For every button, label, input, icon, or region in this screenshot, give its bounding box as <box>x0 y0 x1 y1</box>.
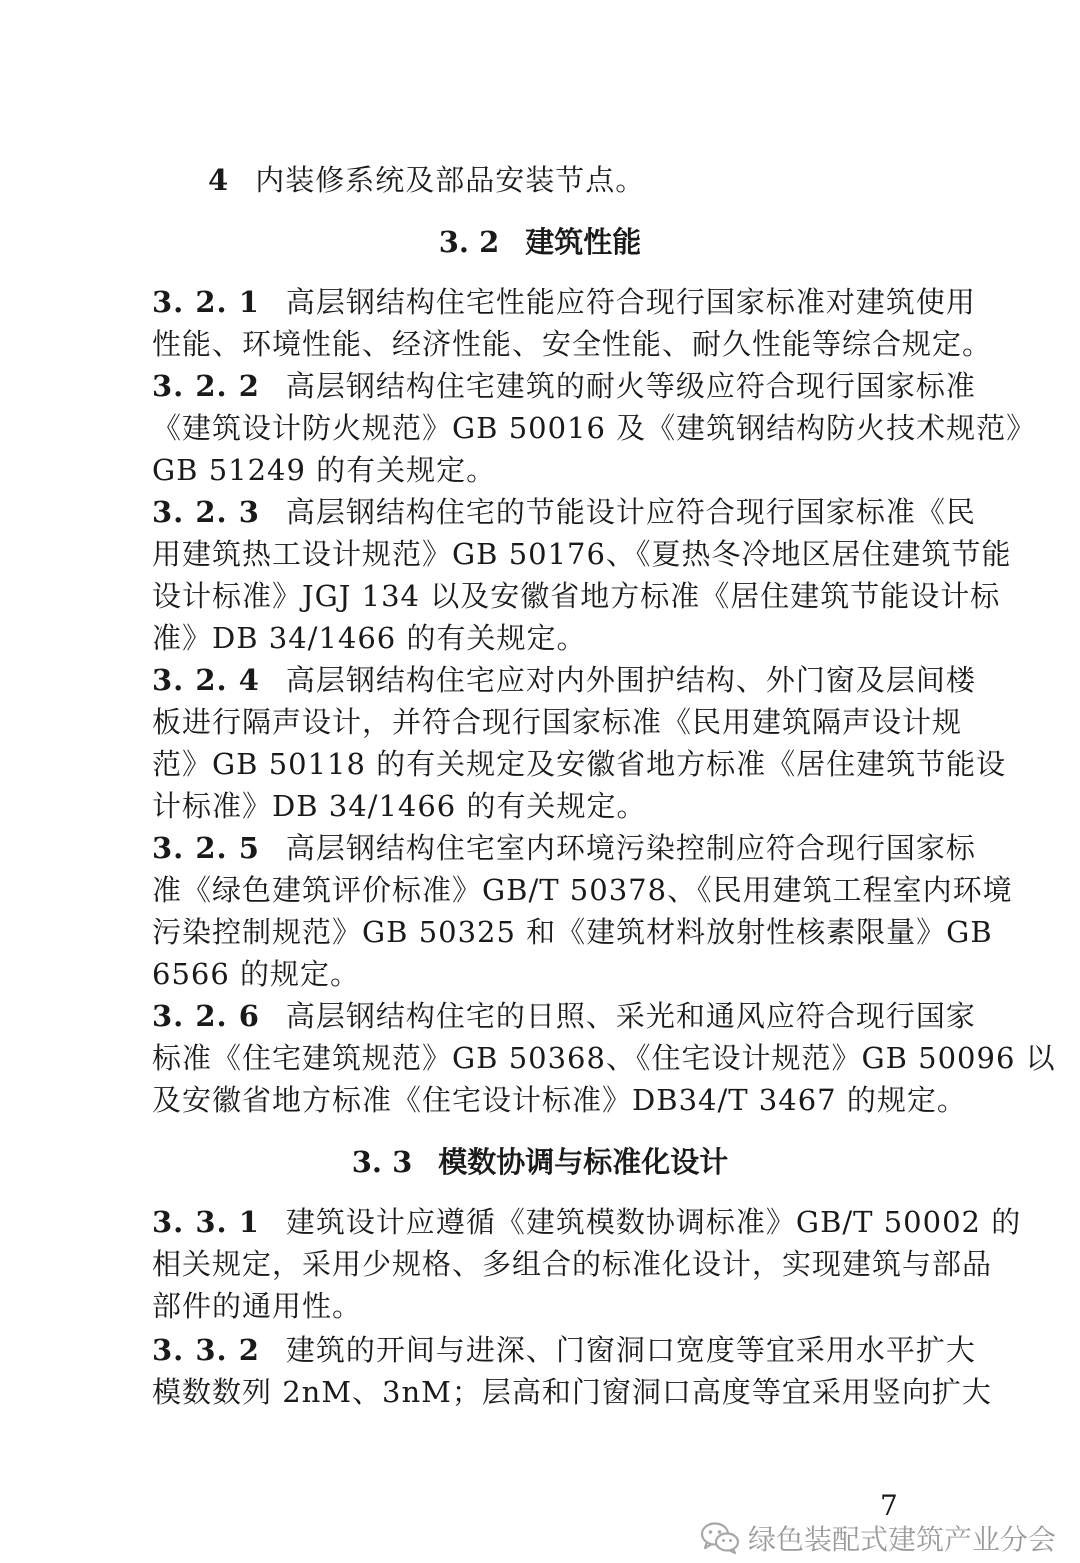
clause-text: 高层钢结构住宅建筑的耐火等级应符合现行国家标准 <box>285 369 976 403</box>
clause-text: 建筑设计应遵循《建筑模数协调标准》GB/T 50002 的 <box>285 1205 1022 1239</box>
clause-3-2-3-line-1 <box>152 490 976 534</box>
clause-number: 3. 2. 2 <box>152 369 260 403</box>
watermark-text: 绿色装配式建筑产业分会 <box>748 1523 1057 1556</box>
clause-3-3-1-line-3: 部件的通用性。 <box>152 1289 363 1323</box>
clause-3-2-2-line-1 <box>152 364 976 408</box>
clause-3-2-5-line-4: 6566 的规定。 <box>152 957 361 991</box>
clause-3-3-1-line-2: 相关规定，采用少规格、多组合的标准化设计，实现建筑与部品 <box>152 1247 993 1281</box>
clause-3-2-6-line-3: 及安徽省地方标准《住宅设计标准》DB34/T 3467 的规定。 <box>152 1083 967 1117</box>
section-number: 3. 2 <box>438 225 500 259</box>
clause-number: 3. 2. 6 <box>152 999 260 1033</box>
clause-3-2-6-line-2: 标准《住宅建筑规范》GB 50368、《住宅设计规范》GB 50096 以 <box>152 1041 1056 1075</box>
list-item-4 <box>208 158 984 202</box>
watermark <box>700 1518 1056 1558</box>
clause-3-2-5-line-2: 准《绿色建筑评价标准》GB/T 50378、《民用建筑工程室内环境 <box>152 873 1013 907</box>
clause-text: 高层钢结构住宅性能应符合现行国家标准对建筑使用 <box>285 285 976 319</box>
clause-3-2-2-line-3: GB 51249 的有关规定。 <box>152 453 497 487</box>
page-number: 7 <box>880 1489 898 1522</box>
clause-3-2-4-line-4: 计标准》DB 34/1466 的有关规定。 <box>152 789 647 823</box>
clause-3-2-4-line-1 <box>152 658 976 702</box>
clause-3-2-2-line-2: 《建筑设计防火规范》GB 50016 及《建筑钢结构防火技术规范》 <box>152 411 1037 445</box>
clause-number: 3. 2. 4 <box>152 663 260 697</box>
clause-text: 高层钢结构住宅应对内外围护结构、外门窗及层间楼 <box>285 663 976 697</box>
wechat-icon <box>700 1521 740 1555</box>
clause-3-2-3-line-2: 用建筑热工设计规范》GB 50176、《夏热冬冷地区居住建筑节能 <box>152 537 1012 571</box>
clause-number: 3. 2. 1 <box>152 285 260 319</box>
clause-3-3-2-line-1 <box>152 1328 976 1372</box>
clause-3-3-1-line-1 <box>152 1200 1022 1244</box>
clause-3-2-5-line-1 <box>152 826 976 870</box>
clause-3-2-3-line-4: 准》DB 34/1466 的有关规定。 <box>152 621 587 655</box>
clause-3-2-3-line-3: 设计标准》JGJ 134 以及安徽省地方标准《居住建筑节能设计标 <box>152 579 1001 613</box>
clause-3-3-2-line-2: 模数数列 2nM、3nM；层高和门窗洞口高度等宜采用竖向扩大 <box>152 1375 992 1409</box>
section-title: 建筑性能 <box>525 225 642 259</box>
clause-3-2-4-line-3: 范》GB 50118 的有关规定及安徽省地方标准《居住建筑节能设 <box>152 747 1007 781</box>
clause-number: 3. 3. 1 <box>152 1205 260 1239</box>
clause-3-2-1-line-2: 性能、环境性能、经济性能、安全性能、耐久性能等综合规定。 <box>152 327 993 361</box>
item-number: 4 <box>208 163 230 197</box>
section-number: 3. 3 <box>351 1145 413 1179</box>
section-heading-3-2 <box>0 220 1080 264</box>
clause-3-2-5-line-3: 污染控制规范》GB 50325 和《建筑材料放射性核素限量》GB <box>152 915 993 949</box>
clause-3-2-4-line-2: 板进行隔声设计，并符合现行国家标准《民用建筑隔声设计规 <box>152 705 963 739</box>
clause-3-2-6-line-1 <box>152 994 976 1038</box>
clause-number: 3. 3. 2 <box>152 1333 260 1367</box>
clause-number: 3. 2. 5 <box>152 831 260 865</box>
item-text: 内装修系统及部品安装节点。 <box>255 163 646 197</box>
clause-text: 高层钢结构住宅室内环境污染控制应符合现行国家标 <box>285 831 976 865</box>
clause-text: 高层钢结构住宅的日照、采光和通风应符合现行国家 <box>285 999 976 1033</box>
section-heading-3-3 <box>0 1140 1080 1184</box>
clause-3-2-1-line-1 <box>152 280 976 324</box>
section-title: 模数协调与标准化设计 <box>438 1145 729 1179</box>
clause-number: 3. 2. 3 <box>152 495 260 529</box>
clause-text: 高层钢结构住宅的节能设计应符合现行国家标准《民 <box>285 495 976 529</box>
clause-text: 建筑的开间与进深、门窗洞口宽度等宜采用水平扩大 <box>285 1333 976 1367</box>
